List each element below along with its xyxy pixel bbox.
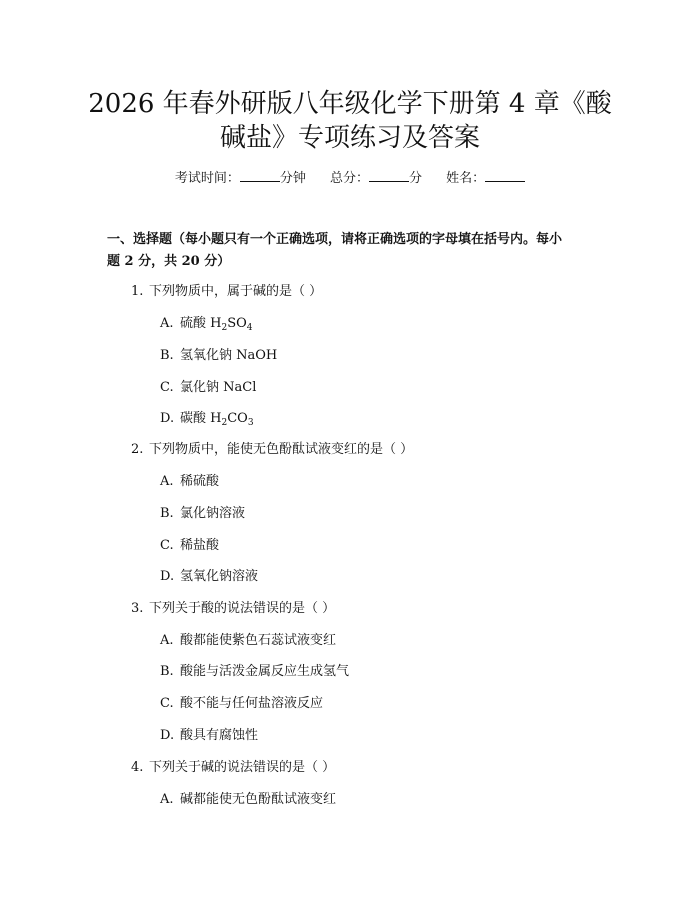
option-letter: D. (160, 411, 175, 426)
option-text: 氢氧化钠 NaOH (180, 348, 278, 363)
question-3-option-b (160, 662, 349, 682)
option-text: 氯化钠溶液 (180, 506, 246, 521)
option-text-cont: CO (227, 411, 248, 426)
question-text: 下列物质中，能使无色酚酞试液变红的是（ ） (149, 442, 414, 457)
question-number: 1. (131, 284, 144, 299)
option-letter: B. (160, 348, 174, 363)
option-subscript: 4 (246, 323, 253, 333)
option-letter: A. (160, 792, 174, 807)
option-subscript: 2 (221, 418, 228, 428)
option-letter: D. (160, 728, 175, 743)
option-text: 硫酸 H (180, 316, 222, 331)
option-text: 氯化钠 NaCl (180, 380, 257, 395)
section-heading (107, 229, 597, 273)
question-1 (131, 282, 322, 302)
question-4 (131, 758, 335, 778)
question-2-option-b (160, 504, 245, 524)
option-letter: B. (160, 506, 174, 521)
question-text: 下列关于酸的说法错误的是（ ） (149, 601, 336, 616)
option-letter: B. (160, 664, 174, 679)
question-2 (131, 440, 413, 460)
document-title-line2: 碱盐》专项练习及答案 (219, 123, 480, 153)
exam-time-label: 考试时间： (174, 171, 240, 186)
question-2-option-d (160, 567, 258, 587)
option-letter: C. (160, 696, 174, 711)
question-1-option-a (160, 314, 253, 334)
question-number: 3. (131, 601, 144, 616)
question-1-option-c (160, 378, 256, 398)
exam-score-label: 总分： (329, 171, 369, 186)
option-letter: A. (160, 316, 174, 331)
question-2-option-a (160, 472, 219, 492)
question-1-option-b (160, 346, 277, 366)
section-heading-line2: 题 2 分，共 20 分） (107, 254, 231, 269)
question-3-option-d (160, 726, 258, 746)
question-4-option-a (160, 790, 336, 810)
exam-score-blank (369, 168, 409, 182)
question-3 (131, 599, 335, 619)
option-text: 稀盐酸 (180, 538, 220, 553)
question-number: 2. (131, 442, 144, 457)
exam-score-unit: 分 (409, 171, 423, 186)
exam-score (330, 168, 422, 189)
option-text: 酸能与活泼金属反应生成氢气 (180, 664, 350, 679)
question-2-option-c (160, 536, 219, 556)
option-text: 稀硫酸 (180, 474, 220, 489)
exam-time-blank (240, 168, 280, 182)
option-letter: C. (160, 538, 174, 553)
question-number: 4. (131, 760, 144, 775)
exam-time (175, 168, 306, 189)
option-text-cont: SO (227, 316, 247, 331)
question-1-option-d (160, 409, 254, 429)
option-letter: A. (160, 633, 174, 648)
question-3-option-c (160, 694, 323, 714)
option-subscript: 2 (221, 323, 228, 333)
option-letter: A. (160, 474, 174, 489)
question-3-option-a (160, 631, 336, 651)
option-text: 酸都能使紫色石蕊试液变红 (180, 633, 337, 648)
option-text: 碱都能使无色酚酞试液变红 (180, 792, 337, 807)
option-text: 酸具有腐蚀性 (180, 728, 259, 743)
option-text: 氢氧化钠溶液 (180, 569, 259, 584)
option-subscript: 3 (247, 418, 254, 428)
exam-info (0, 168, 700, 189)
option-letter: C. (160, 380, 174, 395)
document-title-line1: 2026 年春外研版八年级化学下册第 4 章《酸 (88, 89, 612, 119)
section-heading-line1: 一、选择题（每小题只有一个正确选项，请将正确选项的字母填在括号内。每小 (107, 232, 563, 247)
exam-name-blank (485, 168, 525, 182)
exam-name (446, 168, 525, 189)
option-text: 酸不能与任何盐溶液反应 (180, 696, 324, 711)
question-text: 下列物质中，属于碱的是（ ） (149, 284, 323, 299)
option-letter: D. (160, 569, 175, 584)
question-text: 下列关于碱的说法错误的是（ ） (149, 760, 336, 775)
exam-name-label: 姓名： (446, 171, 486, 186)
exam-time-unit: 分钟 (279, 171, 306, 186)
option-text: 碳酸 H (180, 411, 222, 426)
